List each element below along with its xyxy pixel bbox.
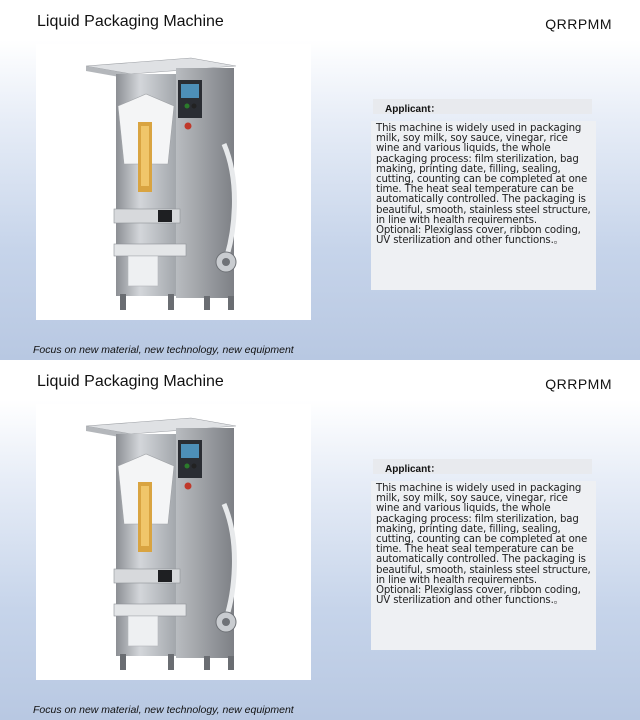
packaging-machine-illustration	[36, 44, 311, 320]
description-paragraph: This machine is widely used in packaging milk, soy milk, soy sauce, vinegar, rice wine and various liquids, the whole packaging process: film sterilization, bag making, printing date, filling, sealing, cutting, counting can be completed at one time. The heat seal temperature can be automatically controlled. The packaging is beautiful, smooth, stainless steel structure, in line with health requirements.	[376, 123, 591, 226]
machine-photo	[36, 404, 311, 680]
slide-2	[0, 360, 640, 720]
slide-title: Liquid Packaging Machine	[37, 373, 224, 390]
brand-name: QRRPMM	[545, 16, 612, 32]
optional-paragraph: Optional: Plexiglass cover, ribbon coding, UV sterilization and other functions.。	[376, 585, 581, 607]
applicant-label-bar	[373, 99, 592, 114]
applicant-label: Applicant：	[385, 104, 441, 115]
description-text-block	[376, 484, 594, 606]
description-paragraph: This machine is widely used in packaging milk, soy milk, soy sauce, vinegar, rice wine and various liquids, the whole packaging process: film sterilization, bag making, printing date, filling, sealing, cutting, counting can be completed at one time. The heat seal temperature can be automatically controlled. The packaging is beautiful, smooth, stainless steel structure, in line with health requirements.	[376, 483, 591, 586]
applicant-label: Applicant：	[385, 464, 441, 475]
slide-title: Liquid Packaging Machine	[37, 13, 224, 30]
description-box	[371, 481, 596, 650]
description-box	[371, 121, 596, 290]
optional-paragraph: Optional: Plexiglass cover, ribbon coding, UV sterilization and other functions.。	[376, 225, 581, 247]
packaging-machine-illustration	[36, 404, 311, 680]
machine-photo	[36, 44, 311, 320]
applicant-label-bar	[373, 459, 592, 474]
description-text-block	[376, 124, 594, 246]
slide-footer: Focus on new material, new technology, new equipment	[33, 344, 294, 356]
slide-footer: Focus on new material, new technology, new equipment	[33, 704, 294, 716]
brand-name: QRRPMM	[545, 376, 612, 392]
